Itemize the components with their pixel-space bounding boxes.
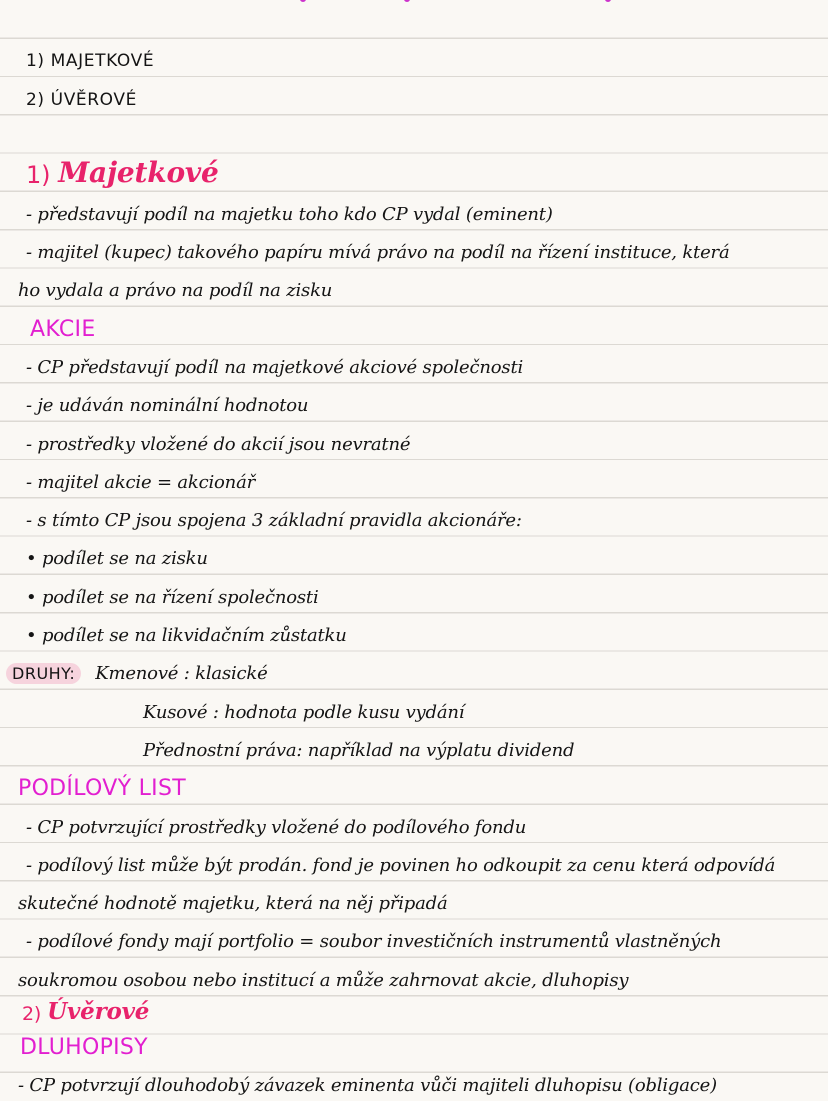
druhy-row xyxy=(0,651,828,689)
section-title: Úvěrové xyxy=(47,998,150,1026)
note-line: soukromou osobou nebo institucí a může zahrnovat akcie, dluhopisy xyxy=(18,969,629,991)
overview-item-2: 2) ÚVĚROVÉ xyxy=(26,89,137,110)
bullet-item: • podílet se na řízení společnosti xyxy=(26,586,319,608)
subheading-akcie: AKCIE xyxy=(30,316,96,342)
subheading-podilovy-list: PODÍLOVÝ LIST xyxy=(18,776,186,802)
note-line: - majitel (kupec) takového papíru mívá právo na podíl na řízení instituce, která xyxy=(26,242,730,264)
note-line: ho vydala a právo na podíl na zisku xyxy=(18,280,333,302)
subheading-dluhopisy: DLUHOPISY xyxy=(20,1035,148,1061)
note-line: - CP potvrzující prostředky vložené do podílového fondu xyxy=(26,816,527,838)
note-line: - majitel akcie = akcionář xyxy=(26,471,256,493)
cutoff-heading-fragment xyxy=(0,0,828,6)
section-heading-uverove xyxy=(0,990,828,1028)
note-line: - CP představují podíl na majetkové akciové společnosti xyxy=(26,356,524,378)
overview-item-1: 1) MAJETKOVÉ xyxy=(26,51,155,72)
note-line: - s tímto CP jsou spojena 3 základní pravidla akcionáře: xyxy=(26,510,522,532)
note-line: - představují podíl na majetku toho kdo CP vydal (eminent) xyxy=(26,203,553,225)
druhy-label-highlight: DRUHY: xyxy=(6,663,81,684)
note-line: skutečné hodnotě majetku, která na něj připadá xyxy=(18,893,448,915)
section-heading-majetkove xyxy=(0,153,828,191)
bullet-item: • podílet se na likvidačním zůstatku xyxy=(26,625,347,647)
section-number: 2) xyxy=(22,1003,42,1026)
druhy-item: Přednostní práva: například na výplatu dividend xyxy=(143,739,575,761)
note-line: - CP potvrzují dlouhodobý závazek eminenta vůči majiteli dluhopisu (obligace) xyxy=(18,1075,717,1097)
note-line: - podílový list může být prodán. fond je povinen ho odkoupit za cenu která odpovídá xyxy=(26,854,776,876)
druhy-item: Kmenové : klasické xyxy=(95,663,268,685)
note-line: - je udáván nominální hodnotou xyxy=(26,395,309,417)
note-line: - prostředky vložené do akcií jsou nevratné xyxy=(26,433,411,455)
note-line: - podílové fondy mají portfolio = soubor investičních instrumentů vlastněných xyxy=(26,931,722,953)
bullet-item: • podílet se na zisku xyxy=(26,548,208,570)
section-number: 1) xyxy=(26,161,51,190)
section-title: Majetkové xyxy=(58,156,219,190)
druhy-item: Kusové : hodnota podle kusu vydání xyxy=(143,701,465,723)
